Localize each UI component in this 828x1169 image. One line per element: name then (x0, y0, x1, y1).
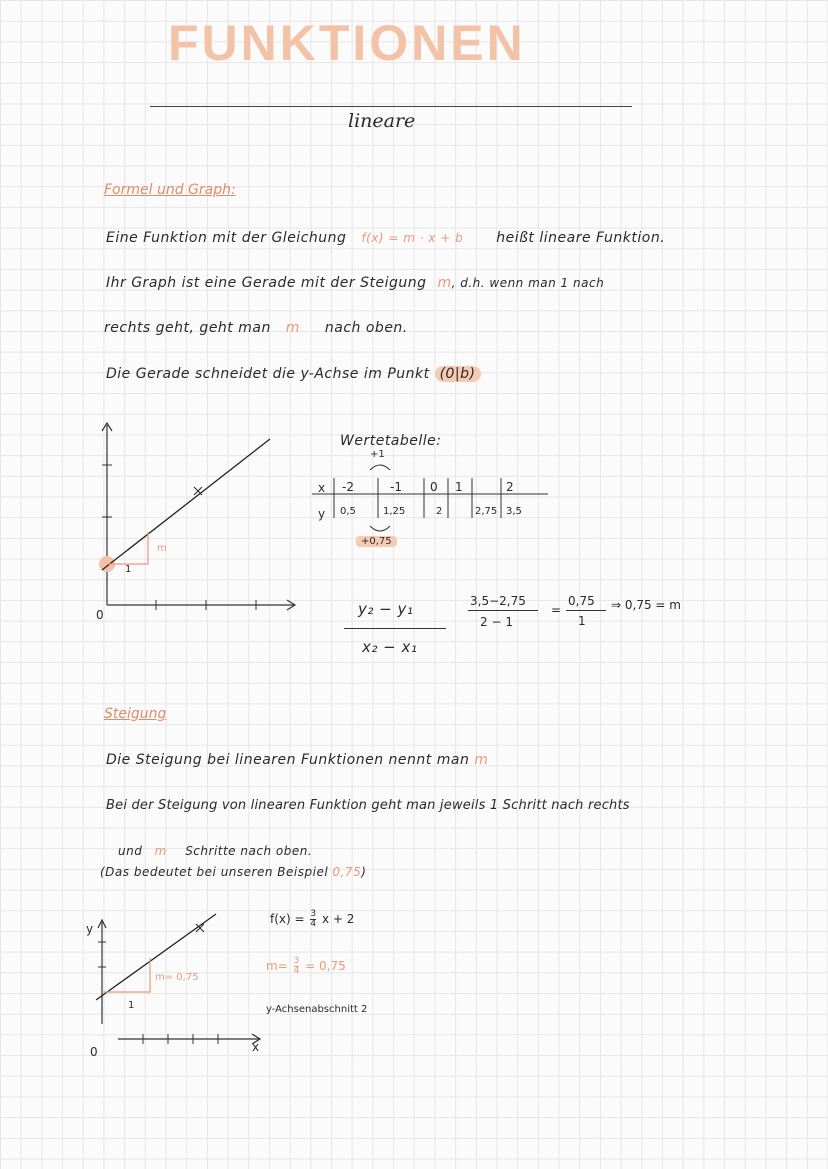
graph-1-line (102, 439, 270, 570)
intercept-sentence (106, 366, 481, 382)
slope-steps (118, 844, 312, 858)
example-function-numerator: 3 (310, 909, 317, 919)
slope-fraction-bar-general (344, 628, 446, 629)
formula-text: f(x) = m · x + b (361, 231, 464, 245)
table-y-value: 3,5 (506, 506, 522, 517)
table-heading: Wertetabelle: (340, 433, 442, 449)
example-function-lhs: f(x) = (270, 912, 305, 926)
example-note-post: ) (361, 865, 367, 879)
example-note-pre: (Das bedeutet bei unseren Beispiel (100, 865, 329, 879)
slope-fraction-bar-result (566, 610, 606, 611)
slope-denominator-result: 1 (578, 614, 586, 628)
example-function (270, 910, 354, 929)
graph-2-ticks (98, 942, 218, 1044)
table-plus-top: +1 (370, 449, 385, 460)
table-x-value: -2 (342, 480, 354, 494)
step-sentence-pre: rechts geht, geht man (104, 320, 271, 336)
graph-2-y-label: y (86, 922, 94, 936)
title-divider (150, 106, 632, 107)
table-y-value: 1,25 (383, 506, 406, 517)
graph-2-origin: 0 (90, 1045, 98, 1059)
graph-sentence-pre: Ihr Graph ist eine Gerade mit der Steigung (106, 275, 427, 291)
example-intercept: y-Achsenabschnitt 2 (266, 1004, 368, 1015)
graph-1-origin: 0 (96, 608, 104, 622)
table-y-label: y (318, 507, 326, 521)
example-note (100, 865, 366, 879)
example-slope-numerator: 3 (293, 956, 300, 966)
slope-steps-post: Schritte nach oben. (185, 844, 313, 858)
table-x-value: 1 (455, 480, 463, 494)
graph-1 (90, 415, 305, 630)
intercept-point: (0|b) (435, 366, 481, 382)
graph-sentence (106, 275, 604, 291)
graph-sentence-post: , d.h. wenn man 1 nach (451, 276, 605, 290)
table-plus-bottom: +0,75 (356, 536, 397, 547)
example-slope-lhs: m= (266, 959, 288, 973)
graph-1-label-one: 1 (125, 564, 132, 575)
formula-sentence-pre: Eine Funktion mit der Gleichung (106, 230, 347, 246)
graph-1-label-m: m (157, 543, 167, 554)
table-x-value: 0 (430, 480, 438, 494)
slope-equals: = (551, 603, 562, 617)
example-function-denominator: 4 (310, 919, 317, 929)
slope-steps-pre: und (118, 844, 143, 858)
page-subtitle: lineare (348, 110, 416, 132)
step-sentence-post: nach oben. (324, 320, 408, 336)
slope-fraction-bar-value (468, 610, 538, 611)
slope-explanation: Bei der Steigung von linearen Funktion geht man jeweils 1 Schritt nach rechts (106, 798, 630, 813)
slope-steps-m: m (154, 844, 167, 858)
graph-2-label-m: m= 0,75 (155, 972, 199, 983)
table-x-label: x (318, 481, 326, 495)
table-y-value: 2 (436, 506, 443, 517)
graph-2-label-one: 1 (128, 1000, 135, 1011)
graph-2-slope-triangle (102, 958, 150, 992)
example-slope-fraction (294, 957, 300, 976)
example-slope-denominator: 4 (293, 966, 300, 976)
table-y-value: 0,5 (340, 506, 356, 517)
slope-numerator-general: y₂ − y₁ (358, 600, 414, 618)
table-x-value: 2 (506, 480, 514, 494)
example-slope-rhs: = 0,75 (305, 959, 346, 973)
graph-2-line (96, 914, 216, 1000)
example-function-rhs: x + 2 (321, 912, 355, 926)
example-slope (266, 957, 346, 976)
section-heading-slope: Steigung (104, 706, 167, 722)
slope-numerator-result: 0,75 (568, 594, 595, 608)
slope-definition-m: m (474, 752, 489, 768)
table-x-value: -1 (390, 480, 402, 494)
example-note-value: 0,75 (332, 865, 362, 879)
page-title: FUNKTIONEN (168, 15, 526, 71)
step-sentence-m: m (285, 320, 300, 336)
value-table-lines (312, 458, 552, 548)
slope-definition-text: Die Steigung bei linearen Funktionen nennt man (106, 752, 470, 768)
slope-definition (106, 752, 488, 768)
example-function-fraction (310, 910, 316, 929)
formula-sentence (106, 230, 665, 246)
graph-2-x-label: x (252, 1040, 260, 1054)
graph-1-marked-point (194, 487, 202, 495)
step-sentence (104, 320, 408, 336)
section-heading-formula: Formel und Graph: (104, 182, 236, 198)
graph-sentence-m: m (437, 275, 452, 291)
slope-denominator-general: x₂ − x₁ (362, 638, 418, 656)
slope-result: ⇒ 0,75 = m (611, 598, 681, 612)
graph-1-ticks (102, 465, 256, 610)
slope-denominator-value: 2 − 1 (480, 615, 513, 629)
slope-numerator-value: 3,5−2,75 (470, 594, 526, 608)
intercept-sentence-pre: Die Gerade schneidet die y-Achse im Punkt (106, 366, 430, 382)
formula-sentence-post: heißt lineare Funktion. (496, 230, 666, 246)
table-y-value: 2,75 (475, 506, 498, 517)
